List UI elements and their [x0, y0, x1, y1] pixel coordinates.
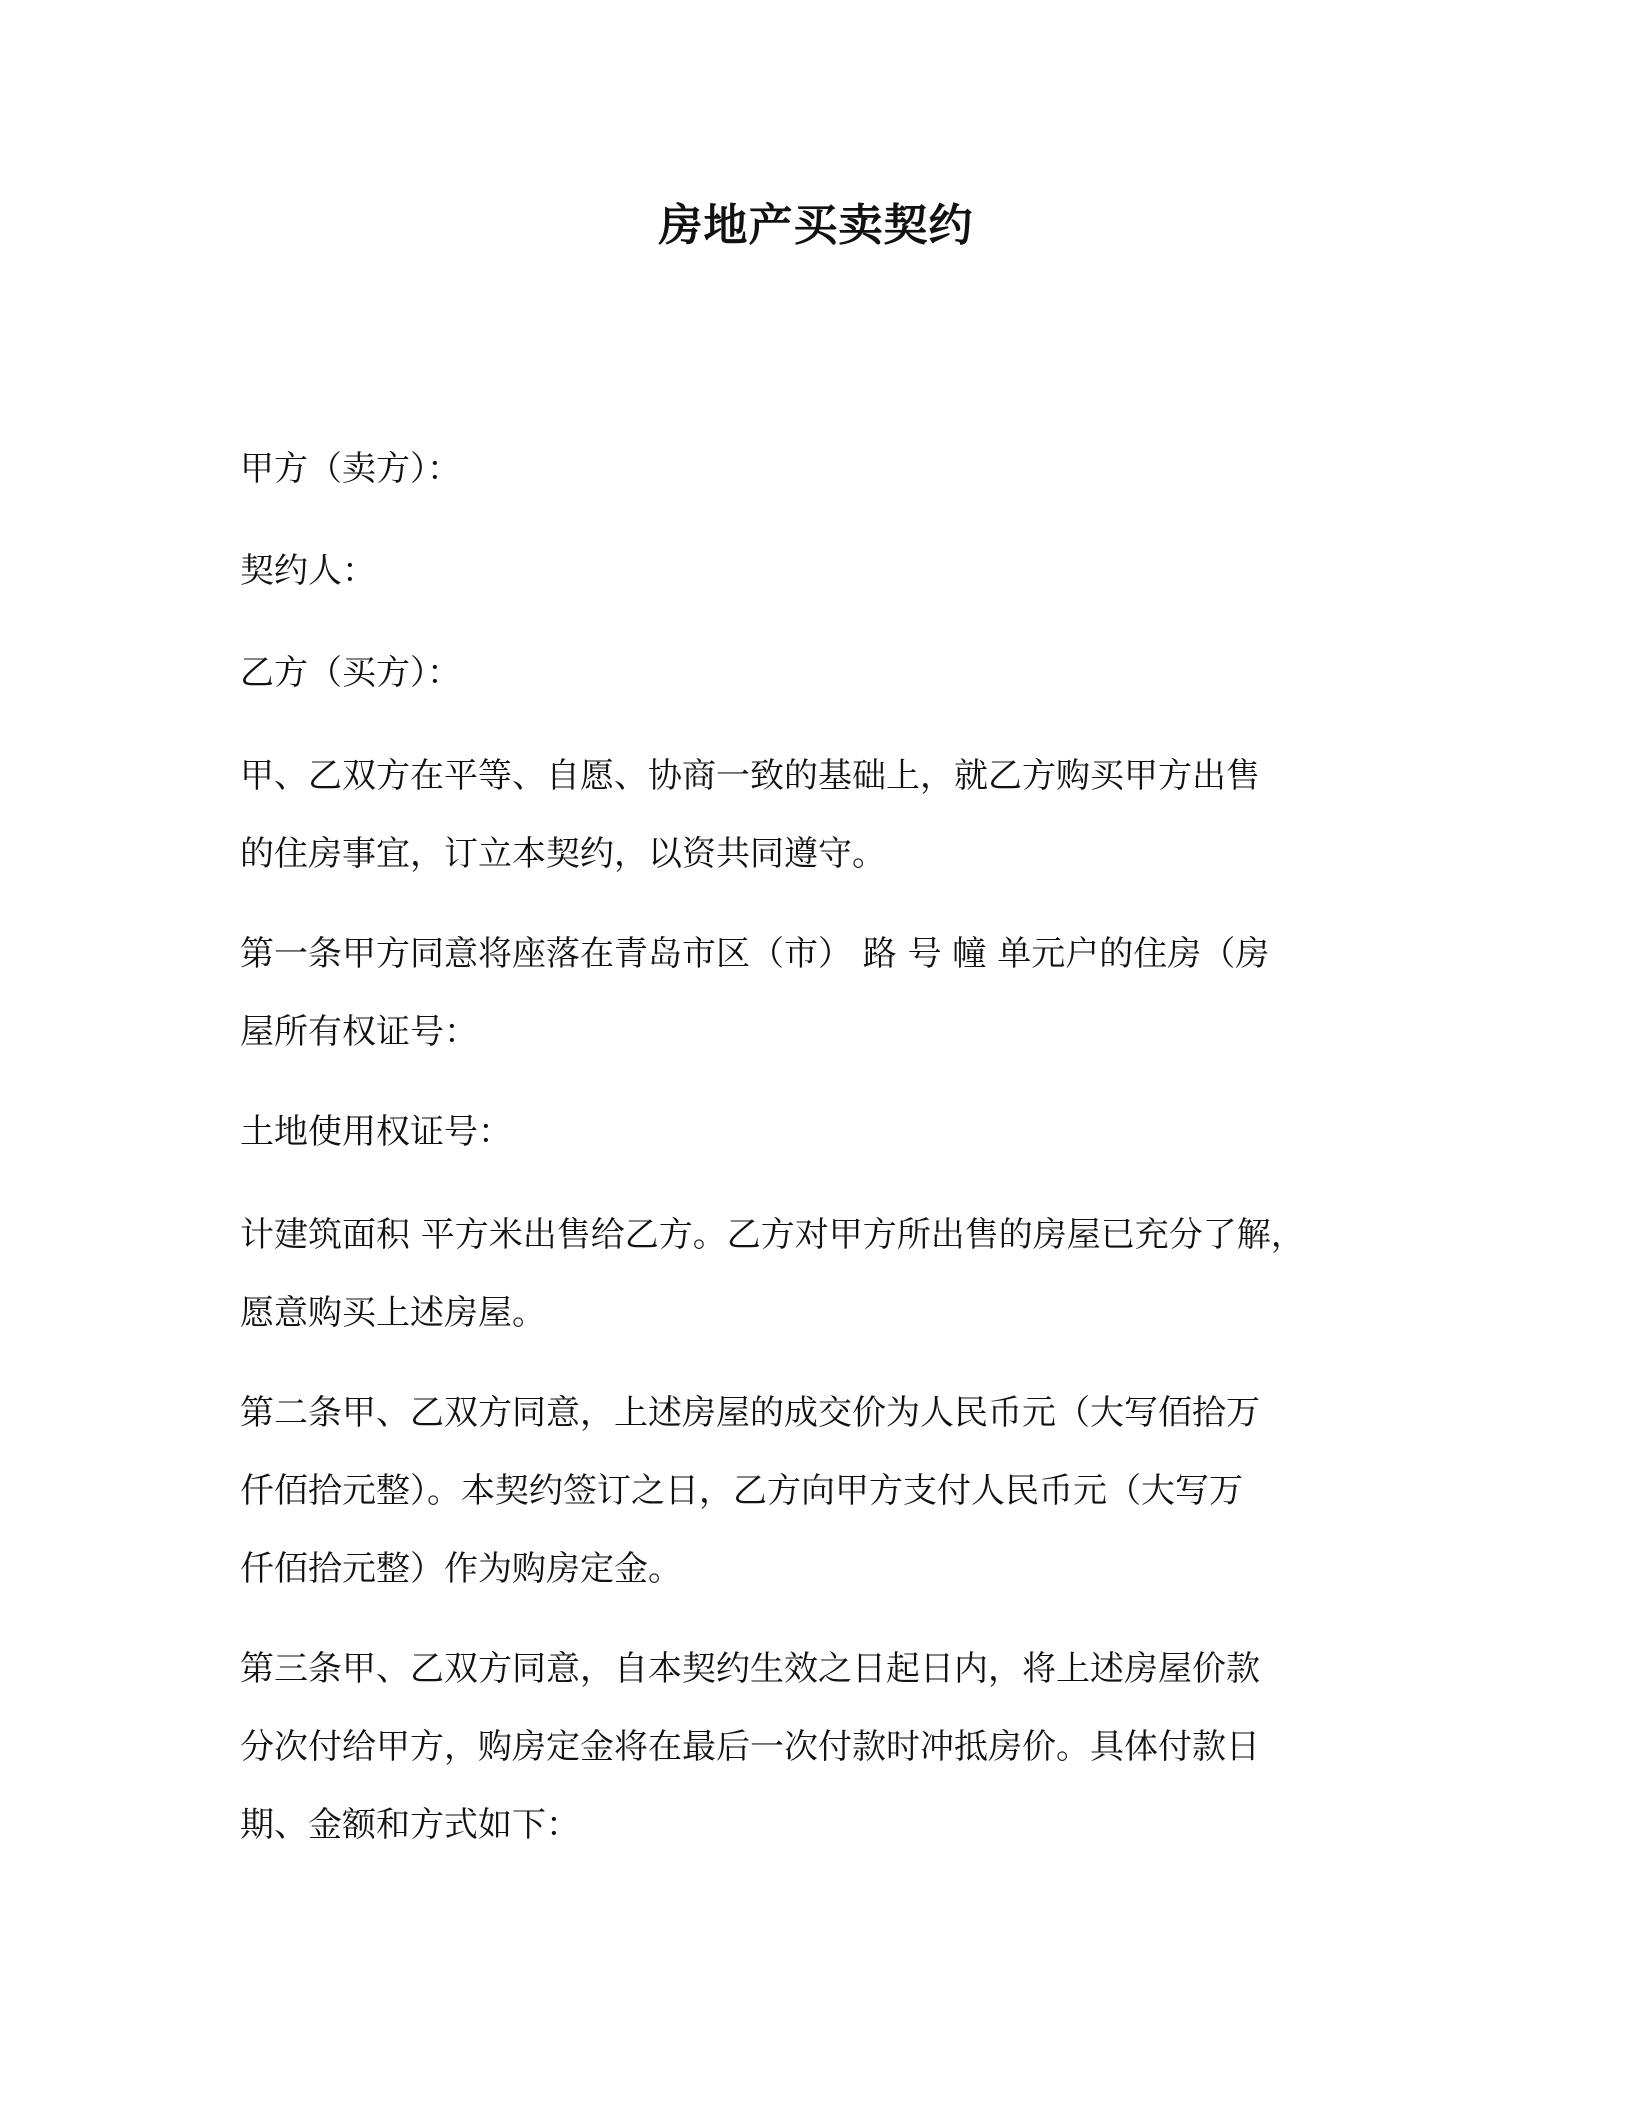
text-line: 分次付给甲方，购房定金将在最后一次付款时冲抵房价。具体付款日	[240, 1727, 1260, 1767]
text-line: 第三条甲、乙双方同意，自本契约生效之日起日内，将上述房屋价款	[240, 1649, 1260, 1689]
text-line: 仟佰拾元整）。本契约签订之日，乙方向甲方支付人民币元（大写万	[240, 1471, 1243, 1511]
text-line: 的住房事宜，订立本契约，以资共同遵守。	[240, 834, 886, 874]
text-line: 土地使用权证号：	[240, 1112, 512, 1152]
text-line: 乙方（买方）：	[240, 653, 461, 693]
text-line: 仟佰拾元整）作为购房定金。	[240, 1549, 682, 1589]
text-line: 甲、乙双方在平等、自愿、协商一致的基础上，就乙方购买甲方出售	[240, 756, 1260, 796]
text-line: 屋所有权证号：	[240, 1012, 478, 1052]
text-line: 第一条甲方同意将座落在青岛市区（市） 路 号 幢 单元户的住房（房	[240, 934, 1270, 974]
text-line: 计建筑面积 平方米出售给乙方。乙方对甲方所出售的房屋已充分了解，	[240, 1215, 1305, 1255]
article-2-paragraph	[240, 1374, 1420, 1608]
text-line: 第二条甲、乙双方同意，上述房屋的成交价为人民币元（大写佰拾万	[240, 1393, 1260, 1433]
text-line: 契约人：	[240, 551, 376, 591]
article-3-paragraph	[240, 1630, 1420, 1864]
area-clause-paragraph	[240, 1196, 1420, 1352]
agent-label	[240, 532, 1420, 610]
text-line: 甲方（卖方）：	[240, 449, 461, 489]
document-title: 房地产买卖契约	[658, 200, 974, 251]
text-line: 期、金额和方式如下：	[240, 1805, 580, 1845]
text-line: 愿意购买上述房屋。	[240, 1293, 546, 1333]
party-a-label	[240, 430, 1420, 508]
land-cert-label	[240, 1093, 1420, 1171]
preamble-paragraph	[240, 737, 1420, 893]
article-1-paragraph	[240, 915, 1420, 1071]
party-b-label	[240, 634, 1420, 712]
